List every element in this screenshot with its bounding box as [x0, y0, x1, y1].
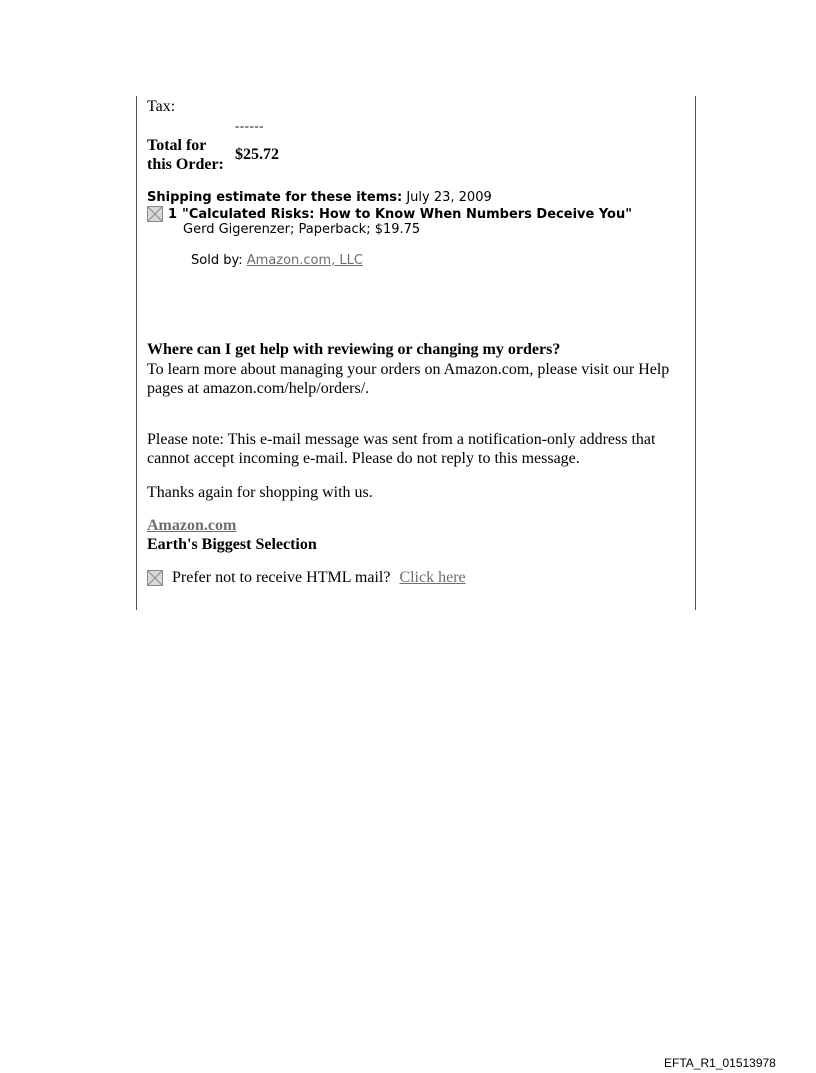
signature-tagline: Earth's Biggest Selection: [147, 536, 317, 553]
total-label: Total for this Order:: [147, 137, 224, 173]
html-pref-text: Prefer not to receive HTML mail?: [172, 569, 391, 586]
amazon-home-link[interactable]: Amazon.com: [147, 517, 237, 534]
help-body: To learn more about managing your orders on Amazon.com, please visit our Help pages at amazon.com/help/orders/.: [147, 361, 670, 397]
broken-image-icon: [147, 206, 163, 222]
seller-link[interactable]: Amazon.com, LLC: [246, 253, 363, 268]
thanks-text: Thanks again for shopping with us.: [147, 484, 373, 501]
item-title: "Calculated Risks: How to Know When Numbers Deceive You": [182, 206, 633, 222]
help-heading: Where can I get help with reviewing or changing my orders?: [147, 341, 561, 358]
signature: [147, 517, 236, 535]
item-details: Gerd Gigerenzer; Paperback; $19.75: [183, 222, 421, 237]
sold-by: [191, 253, 363, 268]
total-value: $25.72: [235, 146, 279, 163]
document-id: EFTA_R1_01513978: [664, 1056, 776, 1070]
sold-by-label: Sold by:: [191, 253, 243, 268]
total-separator: ------: [235, 118, 264, 133]
shipping-estimate-label: Shipping estimate for these items:: [147, 190, 403, 205]
shipping-estimate: [147, 190, 492, 205]
html-preference: [147, 569, 466, 587]
tax-label: Tax:: [147, 98, 176, 115]
click-here-link[interactable]: Click here: [399, 569, 466, 586]
order-item: [147, 206, 632, 222]
shipping-estimate-date: July 23, 2009: [406, 190, 492, 205]
notification-note: Please note: This e-mail message was sent from a notification-only address that cannot accept incoming e-mail. Please do not reply to this message.: [147, 431, 656, 467]
broken-image-icon: [147, 570, 163, 586]
item-quantity: 1: [168, 206, 178, 222]
email-content-frame: [136, 96, 696, 610]
